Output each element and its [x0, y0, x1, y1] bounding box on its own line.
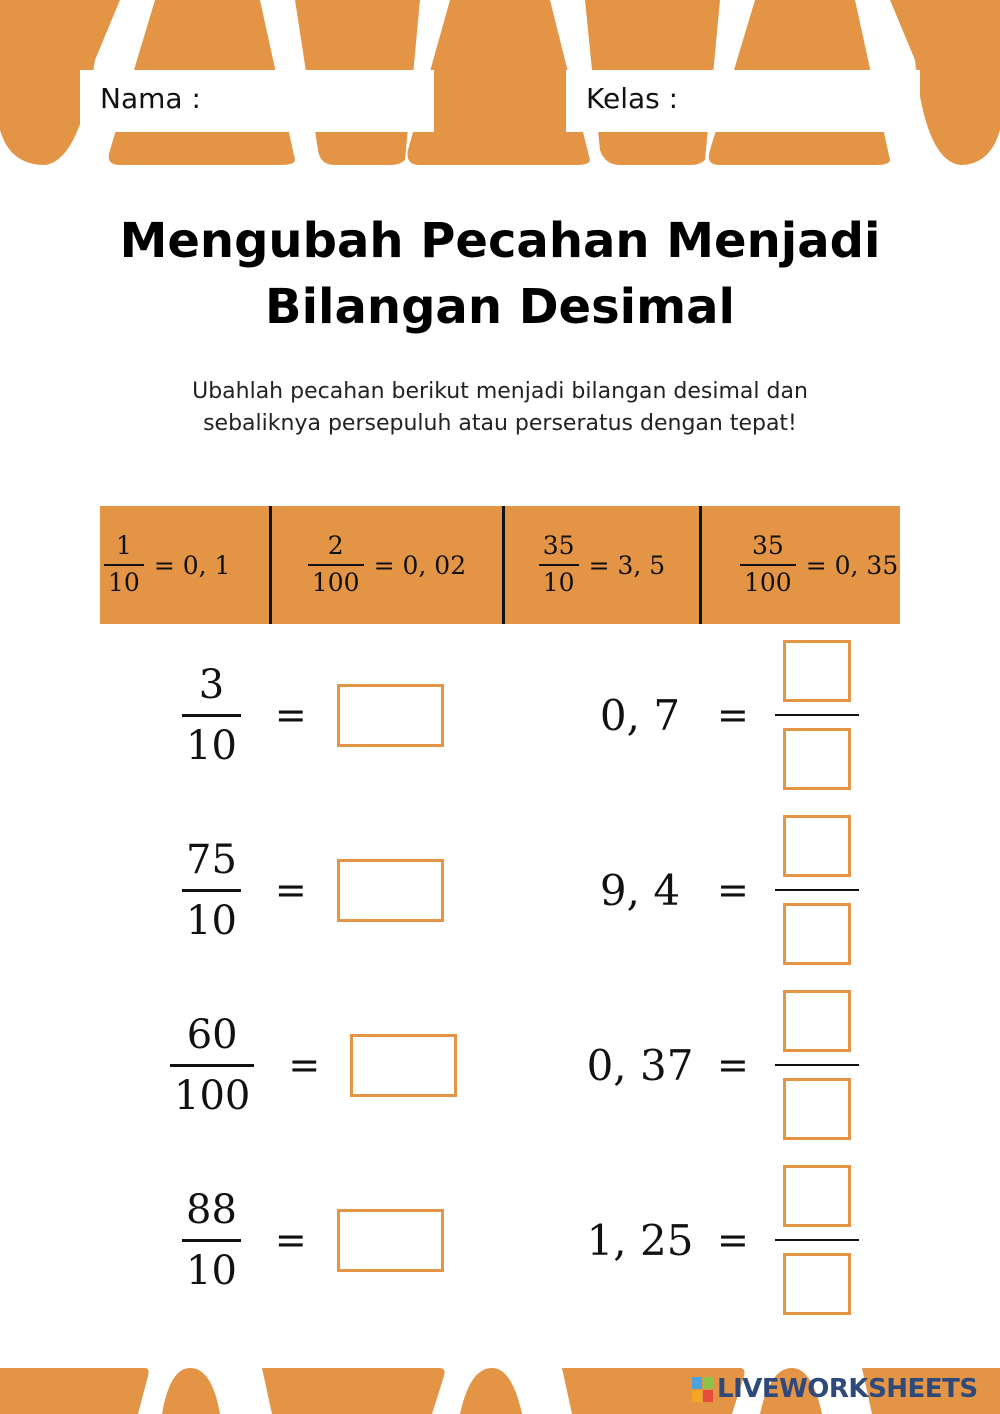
equals-sign: = [717, 1043, 749, 1087]
instruction-line-2: sebaliknya persepuluh atau perseratus dengan tepat! [203, 411, 797, 436]
example-denominator: 10 [542, 568, 575, 597]
title-line-2: Bilangan Desimal [265, 279, 735, 335]
numerator-answer-input[interactable] [783, 815, 851, 877]
fraction-answer [775, 815, 859, 965]
liveworksheets-logo [692, 1372, 978, 1406]
decimal-answer-input[interactable] [350, 1034, 457, 1097]
problem-fraction [182, 1187, 241, 1294]
problem-decimal: 0, 37 [586, 1040, 694, 1090]
fraction-problem-2 [182, 820, 444, 960]
numerator-answer-input[interactable] [783, 1165, 851, 1227]
fraction-answer [775, 640, 859, 790]
example-fraction [104, 532, 144, 598]
equals-sign: = [274, 1218, 307, 1262]
fraction-problem-3 [170, 995, 457, 1135]
instruction-text [120, 376, 880, 440]
example-result: = 3, 5 [588, 550, 666, 580]
example-fraction [740, 532, 796, 598]
fraction-problem-4 [182, 1170, 444, 1310]
example-1 [100, 506, 269, 624]
problem-decimal: 9, 4 [599, 865, 681, 915]
problem-denominator: 10 [186, 897, 237, 944]
problem-denominator: 10 [186, 722, 237, 769]
decimal-problem-2 [585, 820, 859, 960]
example-denominator: 10 [108, 568, 140, 597]
example-denominator: 100 [311, 568, 360, 597]
decimal-problem-3 [585, 995, 859, 1135]
instruction-line-1: Ubahlah pecahan berikut menjadi bilangan desimal dan [192, 379, 808, 404]
example-numerator: 35 [542, 531, 575, 561]
fraction-bar [740, 564, 796, 566]
name-label: Nama : [100, 82, 201, 115]
page-title [60, 208, 940, 340]
name-field[interactable] [80, 70, 434, 132]
denominator-answer-input[interactable] [783, 728, 851, 790]
class-label: Kelas : [586, 82, 679, 115]
equals-sign: = [717, 1218, 749, 1262]
fraction-bar [539, 564, 579, 566]
fraction-bar [775, 889, 859, 891]
fraction-bar [182, 889, 241, 892]
example-result: = 0, 02 [373, 550, 467, 580]
decimal-problem-1 [585, 645, 859, 785]
fraction-bar [104, 564, 144, 566]
problem-fraction [170, 1012, 254, 1119]
example-result: = 0, 35 [805, 550, 899, 580]
problem-denominator: 10 [186, 1247, 237, 1294]
fraction-bar [775, 714, 859, 716]
class-field[interactable] [566, 70, 920, 132]
title-line-1: Mengubah Pecahan Menjadi [119, 213, 881, 269]
example-3 [502, 506, 699, 624]
problem-numerator: 88 [186, 1186, 237, 1233]
denominator-answer-input[interactable] [783, 1253, 851, 1315]
brand-text: LIVEWORKSHEETS [717, 1374, 978, 1404]
example-numerator: 1 [115, 531, 132, 561]
decimal-answer-input[interactable] [337, 859, 444, 922]
problem-numerator: 60 [186, 1011, 238, 1058]
decimal-problem-4 [585, 1170, 859, 1310]
example-fraction [539, 532, 579, 598]
denominator-answer-input[interactable] [783, 1078, 851, 1140]
fraction-bar [308, 564, 364, 566]
decimal-answer-input[interactable] [337, 1209, 444, 1272]
example-result: = 0, 1 [153, 550, 231, 580]
problem-numerator: 75 [186, 836, 237, 883]
problem-fraction [182, 837, 241, 944]
logo-square-blue [692, 1377, 702, 1389]
example-4 [699, 506, 900, 624]
numerator-answer-input[interactable] [783, 990, 851, 1052]
logo-square-orange [692, 1390, 702, 1402]
problem-decimal: 1, 25 [586, 1215, 694, 1265]
fraction-bar [182, 714, 241, 717]
problem-fraction [182, 662, 241, 769]
problem-numerator: 3 [198, 661, 225, 708]
problem-decimal: 0, 7 [599, 690, 681, 740]
logo-square-red [703, 1390, 713, 1402]
liveworksheets-icon [692, 1377, 713, 1402]
fraction-bar [775, 1239, 859, 1241]
example-bar [100, 506, 900, 624]
fraction-bar [775, 1064, 859, 1066]
equals-sign: = [274, 868, 307, 912]
example-fraction [308, 532, 364, 598]
numerator-answer-input[interactable] [783, 640, 851, 702]
fraction-bar [182, 1239, 241, 1242]
example-denominator: 100 [744, 568, 792, 597]
fraction-answer [775, 1165, 859, 1315]
example-numerator: 35 [751, 531, 784, 561]
problem-denominator: 100 [174, 1072, 251, 1119]
equals-sign: = [274, 693, 307, 737]
equals-sign: = [717, 868, 749, 912]
example-numerator: 2 [327, 531, 344, 561]
logo-square-green [703, 1377, 713, 1389]
fraction-bar [170, 1064, 254, 1067]
equals-sign: = [288, 1043, 321, 1087]
fraction-problem-1 [182, 645, 444, 785]
equals-sign: = [717, 693, 749, 737]
example-2 [269, 506, 502, 624]
fraction-answer [775, 990, 859, 1140]
decimal-answer-input[interactable] [337, 684, 444, 747]
denominator-answer-input[interactable] [783, 903, 851, 965]
